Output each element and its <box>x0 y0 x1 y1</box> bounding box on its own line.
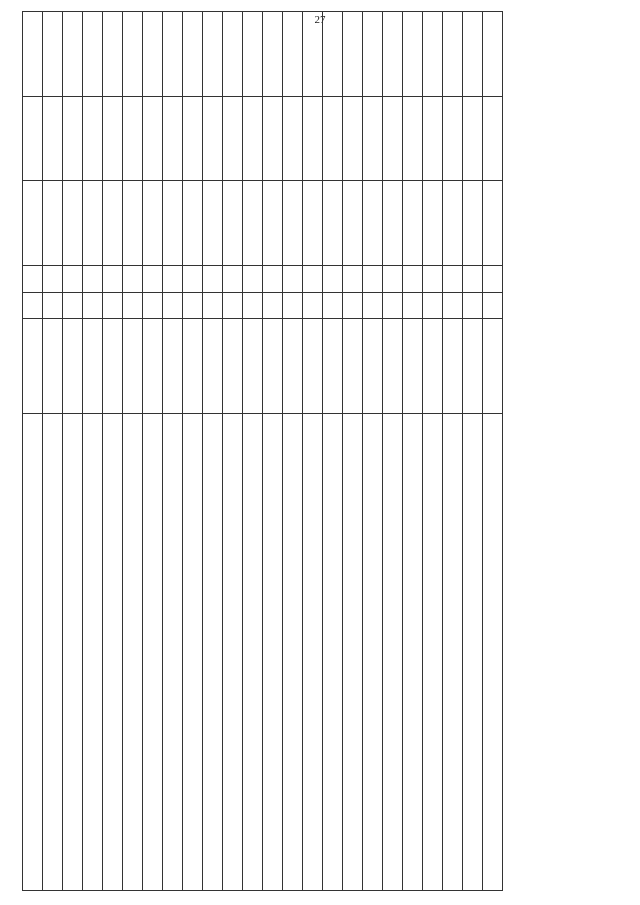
table-row <box>183 12 203 891</box>
row-expense-type <box>323 292 343 318</box>
row-amount-2 <box>263 96 283 181</box>
row-amount-2 <box>63 96 83 181</box>
row-expense-type <box>443 292 463 318</box>
row-code <box>383 319 403 414</box>
row-description <box>323 414 343 891</box>
row-description <box>383 414 403 891</box>
table-row <box>223 12 243 891</box>
table-row <box>43 12 63 891</box>
table-row <box>263 12 283 891</box>
row-amount-3 <box>403 12 423 97</box>
row-expense-type <box>303 292 323 318</box>
row-expense-type <box>63 292 83 318</box>
row-expense-type <box>123 292 143 318</box>
row-amount-3 <box>323 12 343 97</box>
row-description <box>423 414 443 891</box>
row-expense-type <box>103 292 123 318</box>
row-description <box>83 414 103 891</box>
row-amount-2 <box>23 96 43 181</box>
row-subsection <box>183 266 203 292</box>
row-amount-1 <box>483 181 503 266</box>
row-amount-1 <box>163 181 183 266</box>
row-amount-3 <box>203 12 223 97</box>
row-expense-type <box>363 292 383 318</box>
row-subsection <box>143 266 163 292</box>
table-row <box>83 12 103 891</box>
row-description <box>43 414 63 891</box>
row-amount-2 <box>443 96 463 181</box>
row-code <box>103 319 123 414</box>
row-subsection <box>203 266 223 292</box>
table-row <box>443 12 463 891</box>
row-amount-2 <box>143 96 163 181</box>
row-amount-2 <box>423 96 443 181</box>
row-amount-2 <box>103 96 123 181</box>
row-expense-type <box>23 292 43 318</box>
row-amount-1 <box>283 181 303 266</box>
row-code <box>423 319 443 414</box>
row-description <box>483 414 503 891</box>
row-expense-type <box>143 292 163 318</box>
row-description <box>243 414 263 891</box>
row-amount-1 <box>83 181 103 266</box>
row-code <box>463 319 483 414</box>
row-amount-2 <box>223 96 243 181</box>
row-expense-type <box>423 292 443 318</box>
row-amount-2 <box>383 96 403 181</box>
budget-table-body <box>23 12 503 891</box>
row-subsection <box>163 266 183 292</box>
row-subsection <box>363 266 383 292</box>
row-description <box>443 414 463 891</box>
row-description <box>183 414 203 891</box>
table-row <box>323 12 343 891</box>
row-amount-2 <box>243 96 263 181</box>
row-description <box>403 414 423 891</box>
row-amount-1 <box>463 181 483 266</box>
table-row <box>143 12 163 891</box>
row-code <box>163 319 183 414</box>
row-description <box>203 414 223 891</box>
row-code <box>243 319 263 414</box>
row-expense-type <box>463 292 483 318</box>
row-expense-type <box>283 292 303 318</box>
row-amount-1 <box>323 181 343 266</box>
row-subsection <box>383 266 403 292</box>
row-code <box>143 319 163 414</box>
table-row <box>303 12 323 891</box>
row-amount-3 <box>463 12 483 97</box>
row-subsection <box>63 266 83 292</box>
row-subsection <box>83 266 103 292</box>
row-description <box>63 414 83 891</box>
row-code <box>283 319 303 414</box>
row-description <box>263 414 283 891</box>
row-amount-3 <box>443 12 463 97</box>
table-row <box>343 12 363 891</box>
row-amount-2 <box>343 96 363 181</box>
row-code <box>43 319 63 414</box>
table-row <box>403 12 423 891</box>
row-code <box>223 319 243 414</box>
row-amount-2 <box>203 96 223 181</box>
row-amount-3 <box>243 12 263 97</box>
row-expense-type <box>223 292 243 318</box>
table-row <box>163 12 183 891</box>
row-amount-3 <box>363 12 383 97</box>
row-code <box>363 319 383 414</box>
row-subsection <box>443 266 463 292</box>
row-description <box>103 414 123 891</box>
row-amount-2 <box>463 96 483 181</box>
row-code <box>123 319 143 414</box>
row-amount-2 <box>403 96 423 181</box>
row-subsection <box>343 266 363 292</box>
row-amount-3 <box>303 12 323 97</box>
row-amount-3 <box>63 12 83 97</box>
row-subsection <box>323 266 343 292</box>
row-amount-2 <box>43 96 63 181</box>
row-description <box>223 414 243 891</box>
row-code <box>23 319 43 414</box>
row-amount-1 <box>443 181 463 266</box>
table-row <box>203 12 223 891</box>
row-expense-type <box>403 292 423 318</box>
row-amount-1 <box>423 181 443 266</box>
row-amount-2 <box>303 96 323 181</box>
row-amount-1 <box>403 181 423 266</box>
row-description <box>163 414 183 891</box>
row-description <box>23 414 43 891</box>
row-expense-type <box>243 292 263 318</box>
row-amount-1 <box>63 181 83 266</box>
row-amount-3 <box>283 12 303 97</box>
row-code <box>323 319 343 414</box>
row-amount-3 <box>163 12 183 97</box>
row-expense-type <box>383 292 403 318</box>
table-row <box>363 12 383 891</box>
row-amount-3 <box>383 12 403 97</box>
row-amount-2 <box>183 96 203 181</box>
row-subsection <box>463 266 483 292</box>
row-description <box>303 414 323 891</box>
row-amount-3 <box>183 12 203 97</box>
row-subsection <box>123 266 143 292</box>
row-amount-1 <box>263 181 283 266</box>
row-amount-2 <box>363 96 383 181</box>
table-row <box>483 12 503 891</box>
row-code <box>483 319 503 414</box>
row-amount-2 <box>83 96 103 181</box>
row-amount-3 <box>43 12 63 97</box>
row-expense-type <box>483 292 503 318</box>
row-code <box>263 319 283 414</box>
row-subsection <box>303 266 323 292</box>
row-amount-1 <box>303 181 323 266</box>
table-row <box>123 12 143 891</box>
row-amount-3 <box>143 12 163 97</box>
row-subsection <box>223 266 243 292</box>
row-amount-3 <box>483 12 503 97</box>
row-subsection <box>103 266 123 292</box>
row-expense-type <box>183 292 203 318</box>
row-description <box>143 414 163 891</box>
row-amount-1 <box>43 181 63 266</box>
row-subsection <box>43 266 63 292</box>
row-amount-1 <box>343 181 363 266</box>
row-amount-3 <box>103 12 123 97</box>
row-amount-1 <box>363 181 383 266</box>
table-row <box>23 12 43 891</box>
row-expense-type <box>163 292 183 318</box>
table-row <box>283 12 303 891</box>
row-amount-3 <box>23 12 43 97</box>
row-expense-type <box>203 292 223 318</box>
row-amount-1 <box>123 181 143 266</box>
row-description <box>463 414 483 891</box>
row-amount-1 <box>203 181 223 266</box>
row-subsection <box>403 266 423 292</box>
row-subsection <box>423 266 443 292</box>
row-amount-2 <box>483 96 503 181</box>
row-code <box>303 319 323 414</box>
row-subsection <box>243 266 263 292</box>
table-row <box>463 12 483 891</box>
row-expense-type <box>263 292 283 318</box>
row-amount-3 <box>423 12 443 97</box>
row-description <box>283 414 303 891</box>
row-amount-1 <box>243 181 263 266</box>
row-code <box>343 319 363 414</box>
row-description <box>363 414 383 891</box>
row-code <box>443 319 463 414</box>
row-amount-3 <box>83 12 103 97</box>
row-amount-1 <box>23 181 43 266</box>
table-row <box>383 12 403 891</box>
row-expense-type <box>43 292 63 318</box>
row-amount-1 <box>383 181 403 266</box>
row-amount-1 <box>223 181 243 266</box>
row-description <box>343 414 363 891</box>
row-amount-1 <box>183 181 203 266</box>
page-number: 27 <box>314 14 326 26</box>
table-row <box>243 12 263 891</box>
table-row <box>63 12 83 891</box>
row-amount-3 <box>343 12 363 97</box>
table-row <box>423 12 443 891</box>
row-code <box>83 319 103 414</box>
row-amount-2 <box>323 96 343 181</box>
row-subsection <box>283 266 303 292</box>
row-subsection <box>483 266 503 292</box>
row-expense-type <box>83 292 103 318</box>
row-code <box>183 319 203 414</box>
row-code <box>63 319 83 414</box>
row-subsection <box>263 266 283 292</box>
row-amount-2 <box>283 96 303 181</box>
row-code <box>203 319 223 414</box>
row-amount-3 <box>223 12 243 97</box>
table-row <box>103 12 123 891</box>
row-amount-3 <box>263 12 283 97</box>
budget-table <box>22 11 503 891</box>
row-description <box>123 414 143 891</box>
row-amount-3 <box>123 12 143 97</box>
row-amount-2 <box>123 96 143 181</box>
row-amount-2 <box>163 96 183 181</box>
row-code <box>403 319 423 414</box>
row-amount-1 <box>143 181 163 266</box>
row-subsection <box>23 266 43 292</box>
row-expense-type <box>343 292 363 318</box>
row-amount-1 <box>103 181 123 266</box>
